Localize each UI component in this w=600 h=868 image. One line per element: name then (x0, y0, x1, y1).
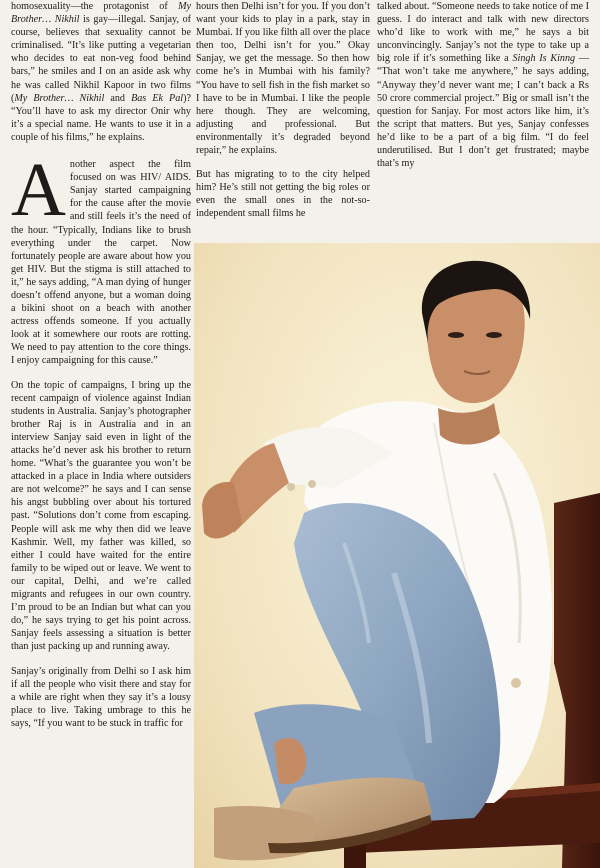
paragraph-migrating: But has migrating to to the city helped him? He’s still not getting the big roles or even the small ones in the not-so-independent small films he (196, 169, 370, 220)
paragraph-delhi: Sanjay’s originally from Delhi so I ask him if all the people who visit there and stay for a while are right when they say it’s a lousy place to live. Taking umbrage to this he says, “If you want to be stuck in traffic for (11, 665, 191, 729)
article-column-3 (377, 0, 589, 181)
paragraph-campaigns: On the topic of campaigns, I bring up the recent campaign of violence against Indian students in Australia. Sanjay’s photographer brother Raj is in Australia and in an interview Sanjay said even in light of the attacks he’d never ask his brother to return home. “What’s the guarantee you won’t be attacked in a place in India where outsiders are not welcome?” he says and I can sense his angst bubbling over about his tortured past. “Solutions don’t come from escaping. People will ask me why then did we leave Kashmir. Well, my father was killed, so either I could have waited for the entire family to be wiped out or leave. We went to our capital, Delhi, and we’re called migrants and refugees in our own country. I’m proud to be an Indian but what can you do,” he says trying to get his point across. Sanjay feels assessing a situation is better than just packing up and running away. (11, 379, 191, 653)
drop-cap: A (11, 148, 66, 233)
paragraph-roles: talked about. “Someone needs to take notice of me I guess. I do interact and talk with new directors who’d like to work with me,” he says a bit unconvincingly. Sanjay’s not the type to take up a big role if it’s something like a Singh Is Kinng — “That won’t take me anywhere,” he says adding, “Anyway they’d never want me; I can’t back a Rs 50 crore commercial project.” Big or small isn’t the question for Sanjay. For most actors like him, it’s the script that matters. But yes, Sanjay confesses he’d like to be a part of a big film. “I do feel underutilised. But I don’t get frustrated; maybe that’s my (377, 1, 589, 170)
paragraph-mumbai: hours then Delhi isn’t for you. If you don’t want your kids to play in a park, stay in Mumbai. If you like filth all over the place then too, Delhi isn’t for you.” Okay Sanjay, we get the message. So then how come he’s in Mumbai with his family? “You have to sell fish in the fish market so I have to be in Mumbai. I like the people here though. They are welcoming, adjusting and professional. But environmentally it’s degraded beyond repair,” he explains. (196, 1, 370, 157)
paragraph-intro: homosexuality—the protagonist of My Brother… Nikhil is gay—illegal. Sanjay, of course, believes that sexuality cannot be criminalised. “It’s like putting a vegetarian who decides to eat non-veg food behind bars,” he smiles and I on an aside ask why he was called Nikhil Kapoor in two films (My Brother… Nikhil and Bas Ek Pal)? “You’ll have to ask my director Onir why it’s a special name. He wants to use it in a couple of his films,” he explains. (11, 1, 192, 143)
article-column-2 (196, 0, 370, 232)
portrait-photo (194, 243, 600, 868)
article-column-1 (11, 0, 191, 741)
paragraph-hiv: Another aspect the film focused on was HIV/ AIDS. Sanjay started campaigning for the cause after the movie and still feels it’s the need of the hour. “Typically, Indians like to brush everything under the carpet. Now fortunately people are aware about how you get HIV. But the stigma is still attached to it,” he says adding, “A man dying of hunger doesn’t offend anyone, but a woman doing a bikini shoot on a beach with another actress offends someone. If you actually look at it somewhere our roots are rotting. We need to pay attention to the core things. I enjoy campaigning for this cause.” (11, 148, 191, 367)
portrait-illustration (194, 243, 600, 868)
